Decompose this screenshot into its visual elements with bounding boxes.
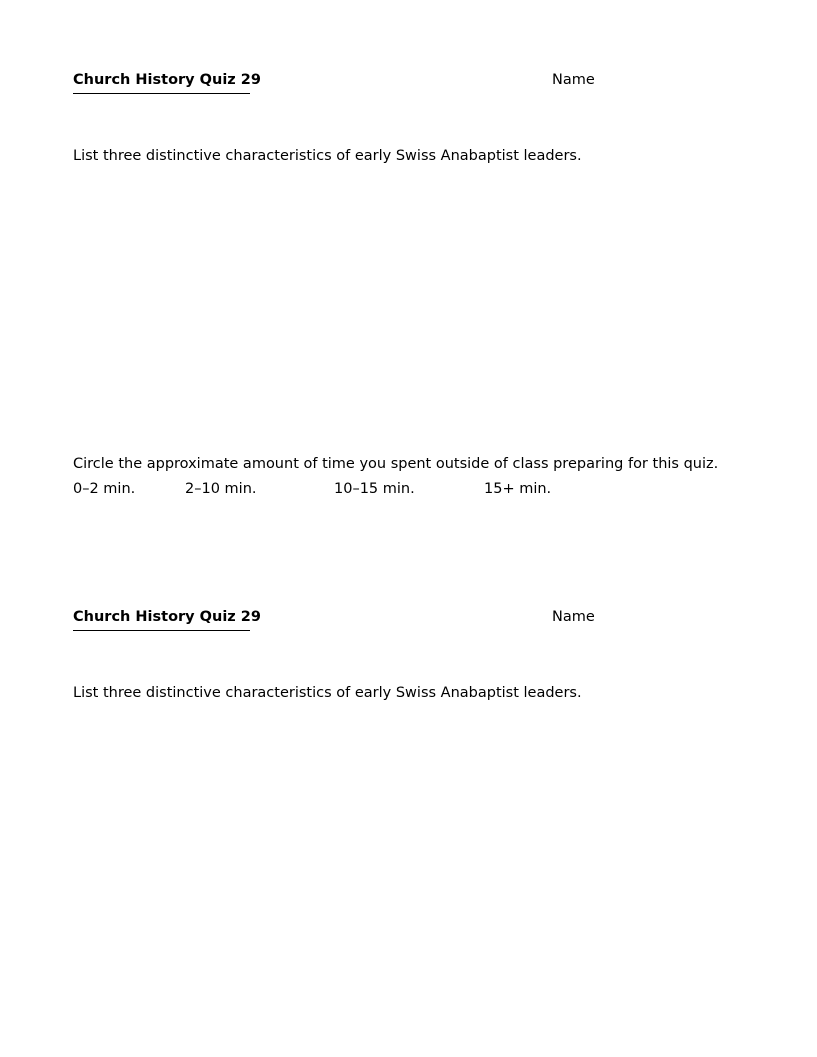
prep-option-0-2-min[interactable]: 0–2 min. xyxy=(73,481,136,497)
name-blank-line[interactable] xyxy=(73,630,250,631)
question-text: List three distinctive characteristics of early Swiss Anabaptist leaders. xyxy=(73,685,582,701)
name-label: Name xyxy=(552,72,595,88)
quiz-title: Church History Quiz 29 xyxy=(73,72,261,88)
prep-option-15-plus-min[interactable]: 15+ min. xyxy=(484,481,552,497)
quiz-header xyxy=(73,609,753,629)
quiz-header xyxy=(73,72,753,92)
prep-option-2-10-min[interactable]: 2–10 min. xyxy=(185,481,257,497)
quiz-title: Church History Quiz 29 xyxy=(73,609,261,625)
prep-option-10-15-min[interactable]: 10–15 min. xyxy=(334,481,415,497)
prep-time-question: Circle the approximate amount of time you spent outside of class preparing for this quiz. xyxy=(73,456,719,472)
name-blank-line[interactable] xyxy=(73,93,250,94)
prep-time-options xyxy=(73,481,753,501)
quiz-copy-2 xyxy=(73,609,753,701)
question-text: List three distinctive characteristics of early Swiss Anabaptist leaders. xyxy=(73,148,582,164)
name-label: Name xyxy=(552,609,595,625)
quiz-copy-1 xyxy=(73,72,753,497)
